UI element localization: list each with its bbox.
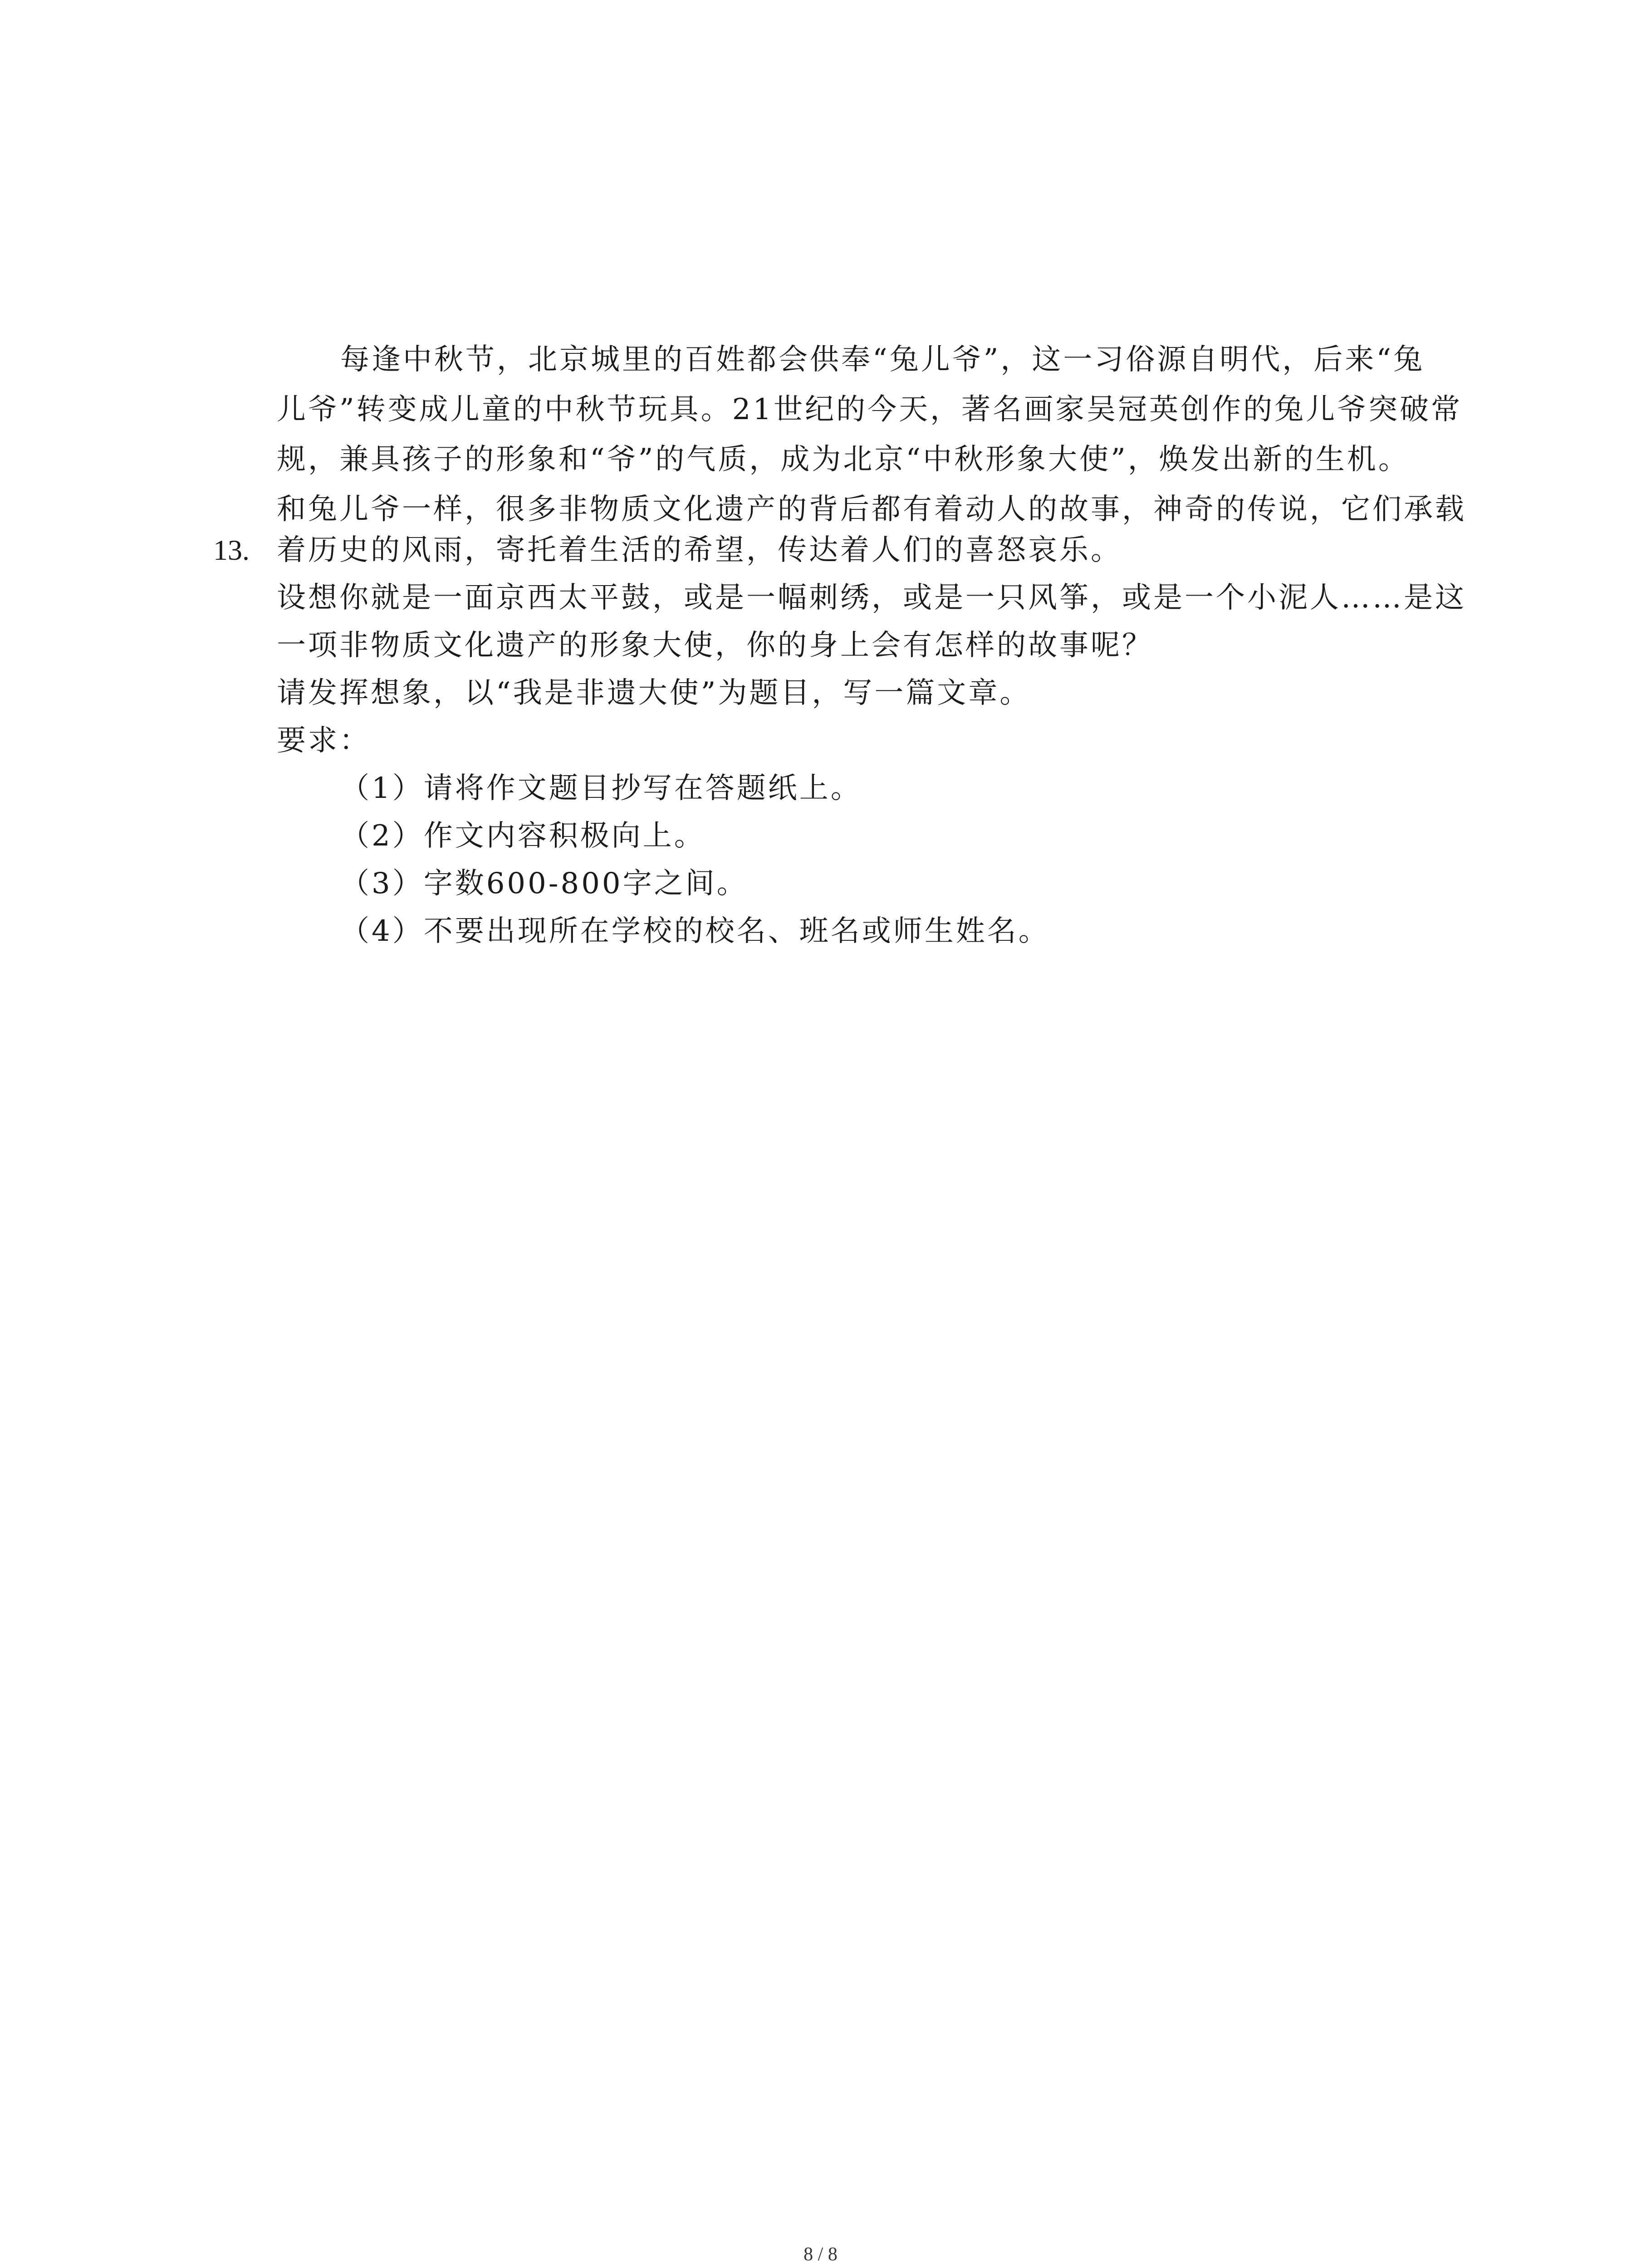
paragraph-line-5: 着历史的风雨，寄托着生活的希望，传达着人们的喜怒哀乐。 xyxy=(277,533,1122,567)
paragraph-line-6: 设想你就是一面京西太平鼓，或是一幅刺绣，或是一只风筝，或是一个小泥人……是这 xyxy=(277,581,1466,615)
paragraph-line-1: 每逢中秋节，北京城里的百姓都会供奉“兔儿爷”，这一习俗源自明代，后来“兔 xyxy=(340,343,1425,376)
page-number: 8 / 8 xyxy=(803,2244,838,2265)
requirements-heading: 要求： xyxy=(277,724,371,758)
question-number: 13. xyxy=(213,534,250,566)
paragraph-line-7: 一项非物质文化遗产的形象大使，你的身上会有怎样的故事呢？ xyxy=(277,629,1153,662)
paragraph-line-2: 儿爷”转变成儿童的中秋节玩具。21世纪的今天，著名画家吴冠英创作的兔儿爷突破常 xyxy=(277,393,1463,426)
requirement-item-1: （1）请将作文题目抄写在答题纸上。 xyxy=(340,772,862,805)
paragraph-line-8: 请发挥想象，以“我是非遗大使”为题目，写一篇文章。 xyxy=(277,676,1031,710)
requirement-item-2: （2）作文内容积极向上。 xyxy=(340,819,705,853)
paragraph-line-4: 和兔儿爷一样，很多非物质文化遗产的背后都有着动人的故事，神奇的传说，它们承载 xyxy=(277,493,1466,526)
requirement-item-3: （3）字数600-800字之间。 xyxy=(340,867,748,900)
requirement-item-4: （4）不要出现所在学校的校名、班名或师生姓名。 xyxy=(340,914,1050,948)
paragraph-line-3: 规，兼具孩子的形象和“爷”的气质，成为北京“中秋形象大使”，焕发出新的生机。 xyxy=(277,443,1410,476)
